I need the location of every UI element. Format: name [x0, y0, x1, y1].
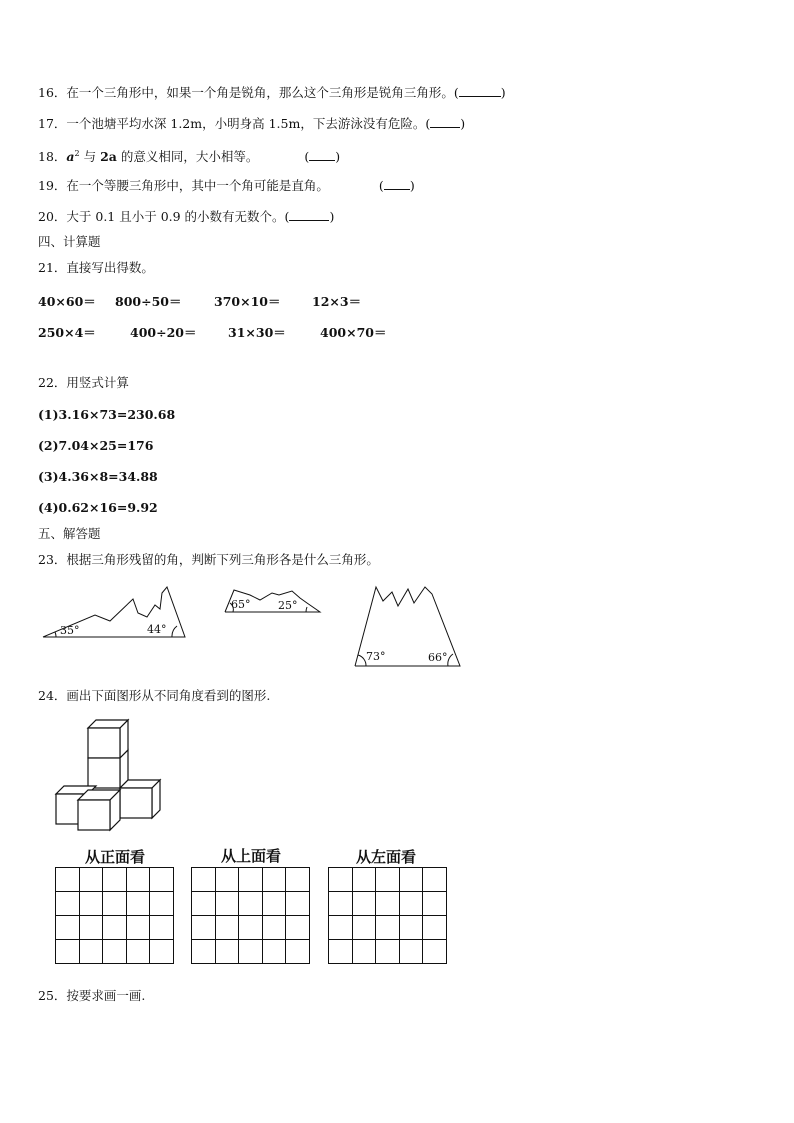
calc-item: 400÷20＝ — [130, 325, 197, 340]
view-title-front: 从正面看 — [84, 848, 145, 866]
question-24-label: 24．画出下面图形从不同角度看到的图形. — [38, 688, 271, 703]
calc-item: 12×3＝ — [312, 294, 362, 309]
angle-label: 25° — [278, 599, 298, 612]
question-text: 在一个三角形中，如果一个角是锐角，那么这个三角形是锐角三角形。( — [66, 85, 459, 100]
calc-item: 370×10＝ — [214, 294, 281, 309]
vertical-calc-item: (4)0.62×16=9.92 — [38, 500, 158, 515]
question-18: 18．$a^2$ 与 2a 的意义相同，大小相等。 ( ) — [38, 149, 341, 165]
question-21-label: 21．直接写出得数。 — [38, 260, 154, 275]
question-19: 19．在一个等腰三角形中，其中一个角可能是直角。 ( ) — [38, 178, 415, 193]
view-title-top: 从上面看 — [220, 847, 281, 865]
question-number: 17． — [38, 116, 67, 131]
question-16: 16．在一个三角形中，如果一个角是锐角，那么这个三角形是锐角三角形。( ) — [38, 85, 506, 100]
variable-2a: 2a — [100, 149, 117, 165]
broken-triangle-2 — [222, 586, 324, 616]
answer-blank[interactable] — [289, 208, 329, 221]
variable-a: a — [66, 149, 75, 165]
angle-label: 66° — [428, 651, 448, 664]
answer-blank[interactable] — [459, 84, 501, 97]
angle-label: 35° — [60, 624, 80, 637]
angle-label: 65° — [231, 598, 251, 611]
cube-stack-figure — [52, 716, 172, 836]
answer-blank[interactable] — [430, 115, 460, 128]
vertical-calc-item: (2)7.04×25=176 — [38, 438, 154, 453]
angle-label: 44° — [147, 623, 167, 636]
question-23-label: 23．根据三角形残留的角，判断下列三角形各是什么三角形。 — [38, 552, 379, 567]
drawing-grid-top[interactable] — [191, 867, 310, 964]
answer-blank[interactable] — [309, 148, 335, 161]
vertical-calc-item: (3)4.36×8=34.88 — [38, 469, 158, 484]
drawing-grid-left[interactable] — [328, 867, 447, 964]
view-title-left: 从左面看 — [355, 848, 416, 866]
exponent: 2 — [74, 149, 80, 158]
question-number: 20． — [38, 209, 67, 224]
question-number: 18． — [38, 149, 67, 165]
question-text: 一个池塘平均水深 1.2m，小明身高 1.5m，下去游泳没有危险。( — [66, 116, 431, 131]
question-17: 17．一个池塘平均水深 1.2m，小明身高 1.5m，下去游泳没有危险。( ) — [38, 116, 466, 131]
section-title-calculation: 四、计算题 — [38, 234, 101, 249]
question-text: 的意义相同，大小相等。 — [116, 149, 259, 165]
question-text: 在一个等腰三角形中，其中一个角可能是直角。 — [66, 178, 329, 193]
section-title-solutions: 五、解答题 — [38, 526, 101, 541]
broken-triangle-3 — [352, 584, 462, 669]
question-number: 19． — [38, 178, 67, 193]
question-20: 20．大于 0.1 且小于 0.9 的小数有无数个。( ) — [38, 209, 335, 224]
angle-label: 73° — [366, 650, 386, 663]
calc-item: 800÷50＝ — [115, 294, 182, 309]
question-22-label: 22．用竖式计算 — [38, 375, 129, 390]
calc-item: 40×60＝ — [38, 294, 96, 309]
question-text: 大于 0.1 且小于 0.9 的小数有无数个。( — [66, 209, 290, 224]
calc-item: 400×70＝ — [320, 325, 387, 340]
vertical-calc-item: (1)3.16×73=230.68 — [38, 407, 176, 422]
calc-item: 31×30＝ — [228, 325, 286, 340]
drawing-grid-front[interactable] — [55, 867, 174, 964]
answer-blank[interactable] — [384, 177, 410, 190]
question-number: 16． — [38, 85, 67, 100]
broken-triangle-1 — [40, 585, 190, 640]
calc-item: 250×4＝ — [38, 325, 96, 340]
question-25-label: 25．按要求画一画. — [38, 988, 146, 1003]
